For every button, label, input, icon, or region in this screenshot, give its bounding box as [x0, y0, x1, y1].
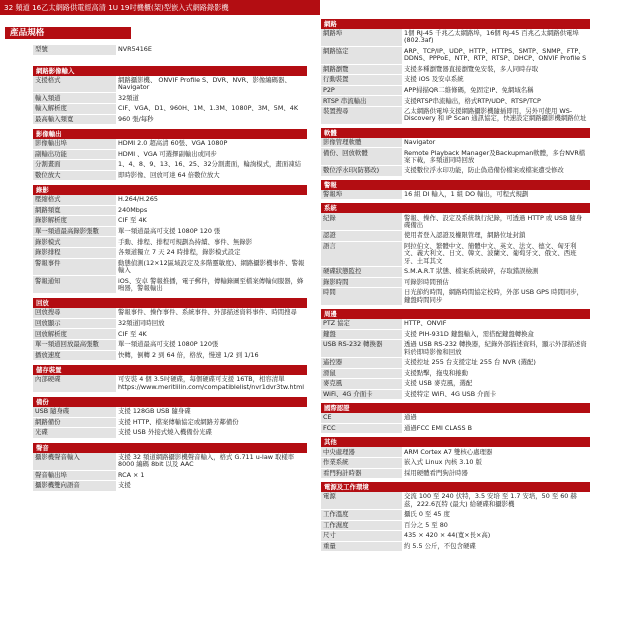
spec-row	[321, 267, 590, 278]
right-spec-column	[321, 16, 590, 552]
section-header: 網路	[321, 19, 590, 29]
spec-row	[33, 481, 307, 492]
section-header: 國際認證	[321, 403, 590, 413]
spec-key: CE	[321, 413, 402, 423]
spec-value: 支援數位浮水印功能，防止偽造備份檔案或檔案遭受修改	[402, 166, 590, 177]
spec-row	[321, 492, 590, 509]
spec-row	[33, 195, 307, 205]
section-table	[33, 308, 307, 361]
spec-title: 產品規格	[5, 27, 131, 39]
section-header: 其他	[321, 437, 590, 447]
spec-value: 快轉，倒轉 2 到 64 倍，格放，慢速 1/2 到 1/16	[116, 350, 307, 361]
spec-value: 支援特定 WiFi、4G USB 介面卡	[402, 389, 590, 400]
section-table	[321, 29, 590, 125]
spec-row	[321, 277, 590, 288]
spec-row	[321, 231, 590, 242]
section-table	[33, 375, 307, 393]
spacer	[33, 56, 307, 62]
spec-value: 警報事件、操作事件、系統事件、外部描述資料事件、時間搜尋	[116, 308, 307, 318]
spec-row	[321, 458, 590, 469]
spec-key: 攝影機聲音輸入	[33, 453, 116, 470]
spec-key: 回放搜尋	[33, 308, 116, 318]
spec-value: 嵌入式 Linux 內核 3.10 版	[402, 458, 590, 469]
spec-row	[33, 318, 307, 329]
spec-key: 硬碟狀態監控	[321, 267, 402, 278]
spec-value: 網路攝影機、 ONVIF Profile S、DVR、NVR、影像編碼器、Navigator	[116, 76, 307, 93]
section-table	[321, 319, 590, 400]
spec-row	[321, 64, 590, 75]
spec-key: USB 隨身碟	[33, 407, 116, 417]
section-table	[33, 76, 307, 126]
spec-value: 240Mbps	[116, 205, 307, 216]
model-table	[33, 45, 307, 56]
spec-value: 百分之 5 至 80	[402, 520, 590, 531]
section-table	[33, 453, 307, 492]
spec-value: 435 × 420 × 44(寬×長×高)	[402, 531, 590, 542]
spec-value: Navigator	[402, 138, 590, 148]
spec-row	[33, 417, 307, 428]
spec-row	[33, 375, 307, 392]
spec-value: 960 張/每秒	[116, 114, 307, 125]
section-header: 聲音	[33, 443, 307, 453]
spec-key: 鍵盤	[321, 329, 402, 340]
section-table	[33, 407, 307, 439]
spec-value: 16 組 DI 輸入，1 組 DO 輸出，可程式規劃	[402, 190, 590, 200]
document-top-banner: 32 頻道 16乙太網路供電經高清 1U 19吋機櫃(架)型嵌入式網路錄影機	[0, 0, 320, 15]
spec-value: CIF 至 4K	[116, 216, 307, 227]
spec-value: Remote Playback Manager及Backupman軟體，多台NVR檔案下載，多頻道同時回放	[402, 148, 590, 166]
spec-key: 網路備份	[33, 417, 116, 428]
spec-row	[33, 340, 307, 351]
spec-key: 警報事件	[33, 258, 116, 276]
spec-value: 攝氏 0 至 45 度	[402, 510, 590, 521]
spec-key: 作業系統	[321, 458, 402, 469]
spec-key: 支援格式	[33, 76, 116, 93]
spec-key: 輸入解析度	[33, 104, 116, 115]
spec-key: 輸入頻道	[33, 93, 116, 104]
spec-value: 支援 USB 外接式燒入機備份光碟	[116, 428, 307, 439]
spec-value: 支援	[116, 481, 307, 492]
spec-value: 支援 iOS 及安卓系統	[402, 75, 590, 86]
spec-value: 支援控址 255 台支援定址 255 台 NVR (選配)	[402, 358, 590, 369]
section-header: 儲存裝置	[33, 365, 307, 375]
section-header: 警報	[321, 180, 590, 190]
spec-value: 支援 USB 麥克風，選配	[402, 379, 590, 390]
section-header: 錄影	[33, 185, 307, 195]
spec-key: 影像輸出埠	[33, 139, 116, 149]
section-table	[321, 138, 590, 177]
spec-value: RCA × 1	[116, 470, 307, 481]
spec-row	[321, 389, 590, 400]
spec-value: 支援 128GB USB 隨身碟	[116, 407, 307, 417]
spec-value: 支援 32 頻道網路攝影機聲音輸入，格式 G.711 u-law 取樣率 8000 編碼 8bit 以及 AAC	[116, 453, 307, 470]
spec-key: 行動裝置	[321, 75, 402, 86]
spec-key: RTSP 串流輸出	[321, 96, 402, 107]
spec-key: 網路瀏覽	[321, 64, 402, 75]
spec-row	[321, 29, 590, 46]
spec-value: 通過FCC EMI CLASS B	[402, 423, 590, 434]
spec-key: USB RS-232 轉換器	[321, 340, 402, 358]
spec-value: 日光節約時間，網路時間協定校時，外部 USB GPS 時間同步，鍵盤時間同步	[402, 288, 590, 306]
spec-key: 聲音輸出埠	[33, 470, 116, 481]
spec-key: 錄影排程	[33, 248, 116, 259]
spec-key: 回放顯示	[33, 318, 116, 329]
spec-key: 麥克風	[321, 379, 402, 390]
spec-row	[321, 96, 590, 107]
spec-value: 1個 RJ-45 千兆乙太網路埠，16個 RJ-45 百兆乙太網路供電埠(802.3af)	[402, 29, 590, 46]
spec-key: 認證	[321, 231, 402, 242]
spec-value: 支援RTSP串流輸出，格式RTP/UDP、RTSP/TCP	[402, 96, 590, 107]
spec-row	[33, 114, 307, 125]
spec-key: 紀錄	[321, 213, 402, 230]
spec-row	[321, 148, 590, 166]
section-table	[321, 492, 590, 552]
spec-key: 光碟	[33, 428, 116, 439]
spec-key: 錄影時間	[321, 277, 402, 288]
section-header: 周邊	[321, 309, 590, 319]
spec-value: iOS、安卓 警報推播，電子郵件，傳輸錄圖至檔案傳輸伺服器，蜂鳴器，警報輸出	[116, 276, 307, 294]
spec-key: 內部硬碟	[33, 375, 116, 392]
spec-row	[321, 166, 590, 177]
spec-key: 中央處理器	[321, 447, 402, 457]
spec-key: 遙控器	[321, 358, 402, 369]
spec-value: 支援多種瀏覽器直接瀏覽免安裝，多人同時存取	[402, 64, 590, 75]
spec-key: 單一頻道回放最高張數	[33, 340, 116, 351]
spec-value: 即時影像、回放可達 64 倍數位放大	[116, 170, 307, 181]
spec-row	[321, 520, 590, 531]
spec-key: 滑鼠	[321, 368, 402, 379]
spec-row	[321, 413, 590, 423]
spec-value: S.M.A.R.T 狀態、檔案系統破碎，存取錯誤檢測	[402, 267, 590, 278]
spec-row	[321, 138, 590, 148]
spec-row	[33, 149, 307, 160]
spec-value: HDMI 2.0 超高清 60張、VGA 1080P	[116, 139, 307, 149]
spec-row	[321, 288, 590, 306]
left-spec-column	[33, 45, 307, 492]
spec-key: PTZ 協定	[321, 319, 402, 329]
spec-value: 交流 100 至 240 伏特，3.5 安培 至 1.7 安培，50 至 60 赫茲，222.6瓦特 (最大) 給硬碟和攝影機	[402, 492, 590, 509]
spec-value: 使用者登入認證及權限管理，網路位址封鎖	[402, 231, 590, 242]
spec-key: 單一頻道最高錄影張數	[33, 226, 116, 237]
spec-key: 播放速度	[33, 350, 116, 361]
section-table	[321, 413, 590, 434]
spec-key: 警報通知	[33, 276, 116, 294]
spec-key: 錄影模式	[33, 237, 116, 248]
spec-key: P2P	[321, 85, 402, 96]
spec-value: 約 5.5 公斤，不包含硬碟	[402, 541, 590, 552]
spec-row	[33, 205, 307, 216]
spec-value: 各頻道獨立 7 天 24 時排程，錄影模式設定	[116, 248, 307, 259]
spec-key: 回放解析度	[33, 329, 116, 340]
spec-row	[321, 358, 590, 369]
spec-value: H.264/H.265	[116, 195, 307, 205]
spec-value: CIF 至 4K	[116, 329, 307, 340]
spec-key: 攝影機雙向語音	[33, 481, 116, 492]
spec-row	[33, 350, 307, 361]
spec-key: 型號	[33, 45, 116, 55]
spec-row	[33, 258, 307, 276]
section-table	[321, 447, 590, 479]
spec-row	[33, 226, 307, 237]
spec-row	[321, 340, 590, 358]
spec-key: 錄影解析度	[33, 216, 116, 227]
spec-key: 看門狗計時器	[321, 468, 402, 479]
spec-row	[321, 510, 590, 521]
spec-row	[33, 139, 307, 149]
spec-row	[33, 45, 307, 55]
spec-row	[33, 160, 307, 171]
spec-value: 手動、排程、排程可規劃為持續、事件、無錄影	[116, 237, 307, 248]
spec-row	[33, 407, 307, 417]
section-table	[33, 195, 307, 294]
spec-row	[33, 170, 307, 181]
spec-value: 採用硬體看門狗計時器	[402, 468, 590, 479]
spec-key: 備份、回放軟體	[321, 148, 402, 166]
spec-row	[321, 423, 590, 434]
spec-key: WiFi、4G 介面卡	[321, 389, 402, 400]
spec-value: ARM Cortex A7 雙核心處理器	[402, 447, 590, 457]
spec-value: 單一頻道最高可支援 1080P 120 張	[116, 226, 307, 237]
spec-key: 警報埠	[321, 190, 402, 200]
spec-key: 網路協定	[321, 46, 402, 64]
spec-value: CIF、VGA、D1、960H、1M、1.3M、1080P、3M、5M、4K	[116, 104, 307, 115]
spec-value: APP掃描QR二維條碼，免固定IP、免網域名稱	[402, 85, 590, 96]
spec-value: HTTP、ONVIF	[402, 319, 590, 329]
spec-row	[321, 319, 590, 329]
section-header: 網路影像輸入	[33, 66, 307, 76]
spec-key: 工作溫度	[321, 510, 402, 521]
spec-key: 數位浮水印(防篡改)	[321, 166, 402, 177]
section-header: 軟體	[321, 128, 590, 138]
spec-key: 影像管理軟體	[321, 138, 402, 148]
spec-row	[33, 428, 307, 439]
spec-value: 警報、操作、設定及系統執行紀錄，可透過 HTTP 或 USB 隨身碟備出	[402, 213, 590, 230]
spec-key: 壓縮格式	[33, 195, 116, 205]
spec-row	[321, 107, 590, 125]
spec-row	[321, 329, 590, 340]
section-header: 備份	[33, 397, 307, 407]
spec-value: 1、4、8、9、13、16、25、32分割畫面，輪詢模式，畫面凍結	[116, 160, 307, 171]
spec-row	[321, 241, 590, 266]
spec-value: ARP、TCP/IP、UDP、HTTP、HTTPS、SMTP、SNMP、FTP、DDNS、PPPoE、NTP、RTP、RTSP、DHCP、ONVIF Profile S	[402, 46, 590, 64]
spec-value: 乙太網路供電埠支援網路攝影機隨插即用，另外可使用 WS-Discovery 和 IP Scan 通訊協定，快速設定網路攝影機網路位址	[402, 107, 590, 125]
spec-key: 語言	[321, 241, 402, 266]
spec-row	[33, 104, 307, 115]
spec-key: 工作濕度	[321, 520, 402, 531]
spec-row	[321, 75, 590, 86]
spec-key: 網路埠	[321, 29, 402, 46]
spec-key: 數位放大	[33, 170, 116, 181]
spec-row	[33, 453, 307, 470]
spec-row	[33, 216, 307, 227]
spec-key: 網路頻寬	[33, 205, 116, 216]
section-header: 回放	[33, 298, 307, 308]
spec-row	[33, 308, 307, 318]
spec-value: 單一頻道最高可支援 1080P 120張	[116, 340, 307, 351]
spec-row	[33, 329, 307, 340]
spec-row	[321, 541, 590, 552]
spec-row	[321, 46, 590, 64]
spec-row	[321, 85, 590, 96]
spec-key: 重量	[321, 541, 402, 552]
spec-value: 支援點擊，拖曳和捲動	[402, 368, 590, 379]
spec-row	[33, 248, 307, 259]
spec-value: 32頻道	[116, 93, 307, 104]
spec-value: 可安裝 4 個 3.5吋硬碟，每個硬碟可支援 16TB，相容清單 https://www.meritlilin.com/compatiblelist/nvr1dvr3tw.html	[116, 375, 307, 392]
spec-key: 尺寸	[321, 531, 402, 542]
spec-key: FCC	[321, 423, 402, 434]
spec-row	[321, 190, 590, 200]
spec-row	[33, 76, 307, 93]
spec-value: 32頻道同時回放	[116, 318, 307, 329]
spec-value: NVR5416E	[116, 45, 307, 55]
spec-row	[321, 213, 590, 230]
spec-row	[321, 379, 590, 390]
spec-key: 時間	[321, 288, 402, 306]
section-table	[321, 213, 590, 306]
spec-row	[33, 93, 307, 104]
section-header: 電源及工作環境	[321, 482, 590, 492]
spec-row	[33, 237, 307, 248]
spec-key: 裝置搜尋	[321, 107, 402, 125]
spec-row	[321, 468, 590, 479]
spec-key: 電源	[321, 492, 402, 509]
spec-value: 可錄影時間預估	[402, 277, 590, 288]
spec-row	[321, 447, 590, 457]
spec-row	[321, 531, 590, 542]
spec-row	[33, 470, 307, 481]
spec-key: 最高輸入頻寬	[33, 114, 116, 125]
spec-value: 通過	[402, 413, 590, 423]
section-header: 影像輸出	[33, 129, 307, 139]
spec-value: HDMI 、VGA 可選擇副輸出或同步	[116, 149, 307, 160]
section-table	[33, 139, 307, 181]
spec-value: 支援 HTTP、檔案傳輸協定或網路芳鄰備份	[116, 417, 307, 428]
spec-value: 透過 USB RS-232 轉換器，紀錄外部描述資料，顯示外部描述資料於即時影像和回放	[402, 340, 590, 358]
spec-value: 阿拉伯文、繁體中文、簡體中文、英文、法文、德文、匈牙利文、義大利文、日文、韓文、波蘭文、葡萄牙文、俄文、西班牙、土耳其文	[402, 241, 590, 266]
spec-value: 動態偵測(12×12區域設定及多階靈敏度)、網路攝影機事件、警報輸入	[116, 258, 307, 276]
spec-row	[321, 368, 590, 379]
spec-key: 分割畫面	[33, 160, 116, 171]
spec-key: 副輸出功能	[33, 149, 116, 160]
spec-row	[33, 276, 307, 294]
spec-value: 支援 PIH-931D 鍵盤輸入，需搭配鍵盤轉換盒	[402, 329, 590, 340]
section-header: 系統	[321, 203, 590, 213]
section-table	[321, 190, 590, 201]
